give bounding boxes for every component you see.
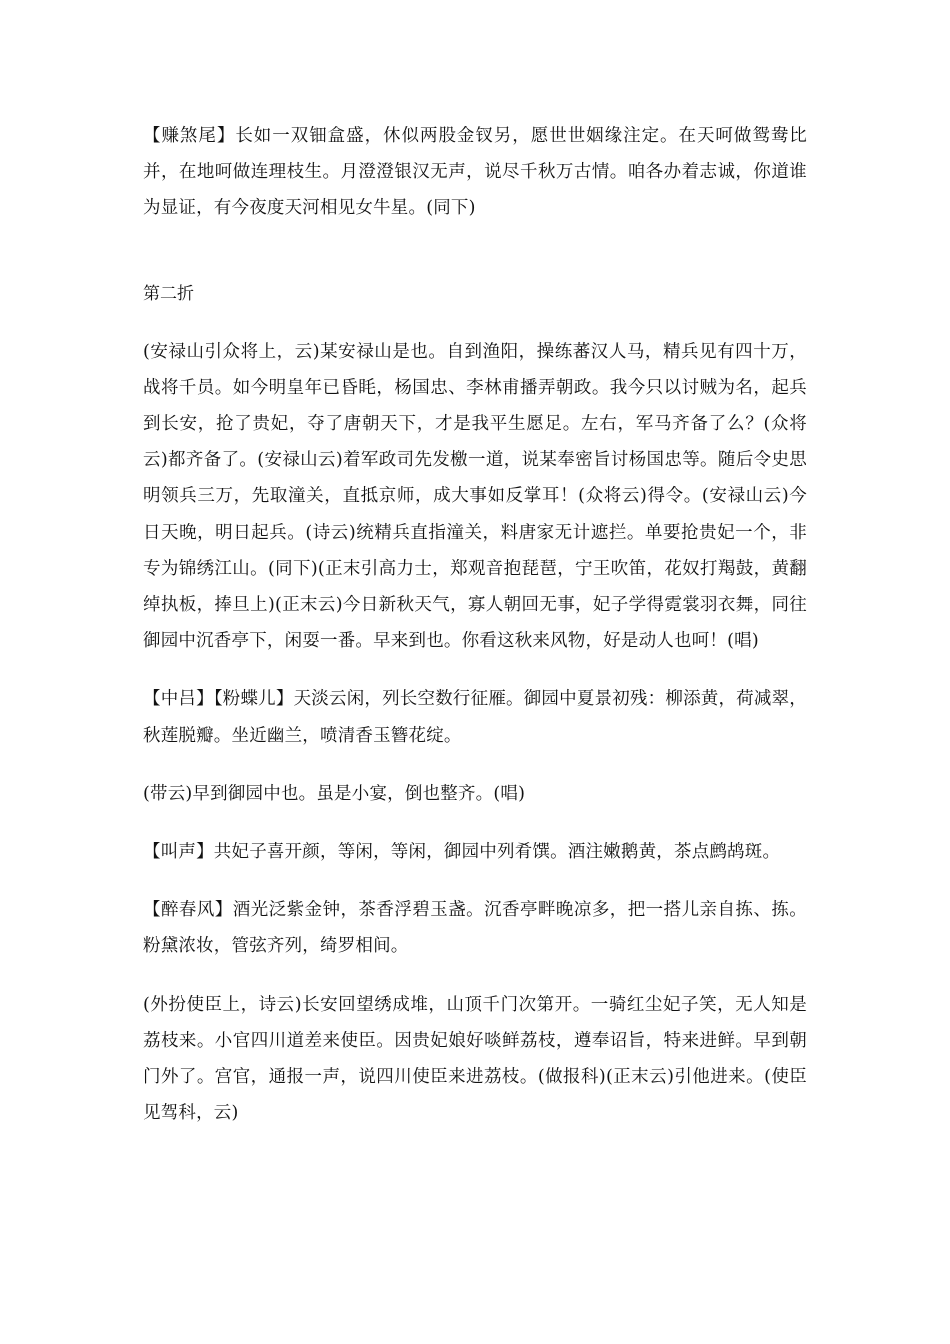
spacer (143, 754, 807, 776)
section-heading: 第二折 (143, 283, 194, 304)
paragraph-an-lushan: (安禄山引众将上，云)某安禄山是也。自到渔阳，操练蕃汉人马，精兵见有四十万，战将千员。如今明皇年已昏眊，杨国忠、李林甫播弄朝政。我今只以讨贼为名，起兵到长安，抢了贵妃，夺了唐朝天下，才是我平生愿足。左右，军马齐备了么？(众将云)都齐备了。(安禄山云)着军政司先发檄一道，说某奉密旨讨杨国忠等。随后令史思明领兵三万，先取潼关，直抵京师，成大事如反掌耳！(众将云)得令。(安禄山云)今日天晚，明日起兵。(诗云)统精兵直指潼关，料唐家无计遮拦。单要抢贵妃一个，非专为锦绣江山。(同下)(正末引高力士，郑观音抱琵琶，宁王吹笛，花奴打羯鼓，黄翻绰执板，捧旦上)(正末云)今日新秋天气，寡人朝回无事，妃子学得霓裳羽衣舞，同往御园中沉香亭下，闲耍一番。早来到也。你看这秋来风物，好是动人也呵！(唱) (143, 341, 807, 652)
paragraph-shi-chen: (外扮使臣上，诗云)长安回望绣成堆，山顶千门次第开。一骑红尘妃子笑，无人知是荔枝来。小官四川道差来使臣。因贵妃娘好啖鲜荔枝，遵奉诏旨，特来进鲜。早到朝门外了。宫官，通报一声，说四川使臣来进荔枝。(做报科)(正末云)引他进来。(使臣见驾科，云) (143, 994, 807, 1124)
paragraph-dai-yun: (带云)早到御园中也。虽是小宴，倒也整齐。(唱) (143, 783, 526, 804)
spacer (143, 870, 807, 892)
paragraph-fen-die-er: 【中吕】【粉蝶儿】天淡云闲，列长空数行征雁。御园中夏景初残：柳添黄，荷减翠，秋莲脱瓣。坐近幽兰，喷清香玉簪花绽。 (143, 689, 807, 746)
spacer (143, 659, 807, 681)
document-page (143, 118, 807, 1131)
paragraph-jiao-sheng: 【叫声】共妃子喜开颜，等闲，等闲，御园中列肴馔。酒注嫩鹅黄，茶点鹧鸪斑。 (143, 842, 781, 863)
spacer (143, 227, 807, 276)
paragraph-zhuansha-wei: 【赚煞尾】长如一双钿盒盛，休似两股金钗另，愿世世姻缘注定。在天呵做鸳鸯比并，在地呵做连理枝生。月澄澄银汉无声，说尽千秋万古情。咱各办着志诚，你道谁为显证，有今夜度天河相见女牛星。(同下) (143, 126, 807, 219)
paragraph-zui-chun-feng: 【醉春风】酒光泛紫金钟，茶香浮碧玉盏。沉香亭畔晚凉多，把一搭儿亲自拣、拣。粉黛浓妆，管弦齐列，绮罗相间。 (143, 900, 807, 957)
spacer (143, 812, 807, 834)
spacer (143, 312, 807, 334)
spacer (143, 965, 807, 987)
